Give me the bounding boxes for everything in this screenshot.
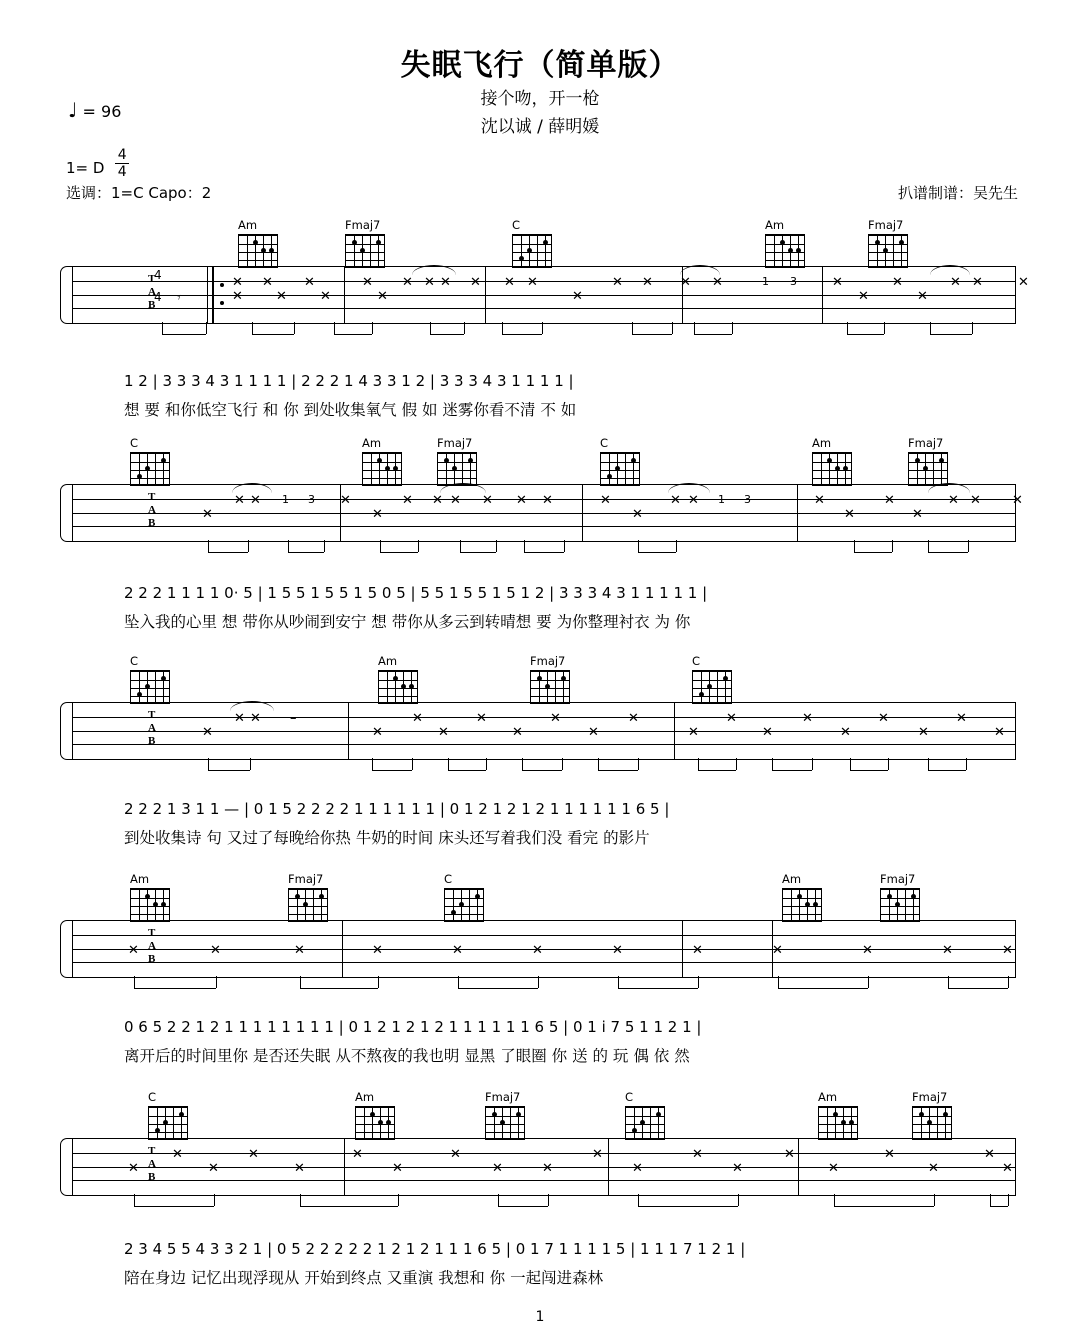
chord-name: C xyxy=(148,1090,157,1104)
tab-staff: T A B ✕ ✕ ✕ 1 3 ✕ ✕ ✕ ✕ ✕ ✕ ✕ ✕ ✕ ✕ ✕ ✕ 1 3 ✕ ✕ ✕ ✕ ✕ ✕ ✕ xyxy=(72,484,1016,542)
chord-diagram xyxy=(868,218,914,268)
chord-name: Fmaj7 xyxy=(530,654,566,668)
lyrics-line: 陪在身边 记忆出现浮现从 开始到终点 又重演 我想和 你 一起闯进森林 xyxy=(124,1269,604,1287)
chord-diagram xyxy=(130,654,176,704)
melody-numbers: 0 6 5 2 2 1 2 1 1 1 1 1 1 1 1 | 0 1 2 1 2 1 2 1 1 1 1 1 1 6 5 | 0 1 i 7 5 1 1 2 1 | xyxy=(124,1018,702,1036)
quarter-note-icon: ♩ xyxy=(68,98,78,122)
chord-name: C xyxy=(130,436,139,450)
chord-diagram xyxy=(288,872,334,922)
chord-name: Am xyxy=(782,872,802,886)
tab-clef: T A B xyxy=(148,709,156,747)
chord-diagram xyxy=(880,872,926,922)
chord-name: C xyxy=(600,436,609,450)
chord-diagram xyxy=(908,436,954,486)
chord-name: C xyxy=(444,872,453,886)
chord-diagram xyxy=(782,872,828,922)
chord-name: Am xyxy=(818,1090,838,1104)
time-signature-denominator: 4 xyxy=(117,164,127,180)
tab-staff: T A B 4 4 𝄾 ✕ ✕ ✕ ✕ ✕ ✕ ✕ ✕ ✕ ✕ ✕ ✕ ✕ ✕ ✕ ✕ ✕ ✕ ✕ 1 3 ✕ ✕ ✕ ✕ ✕ ✕ ✕ xyxy=(72,266,1016,324)
lyrics-line: 到处收集诗 句 又过了每晚给你热 牛奶的时间 床头还写着我们没 看完 的影片 xyxy=(124,829,650,847)
chord-name: C xyxy=(130,654,139,668)
chord-name: Am xyxy=(362,436,382,450)
chord-name: Am xyxy=(378,654,398,668)
tab-staff: T A B ✕ ✕ ✕ – ✕ ✕ ✕ ✕ ✕ ✕ ✕ ✕ ✕ ✕ ✕ ✕ ✕ ✕ ✕ ✕ ✕ xyxy=(72,702,1016,760)
key-label: 1= D xyxy=(66,159,105,177)
chord-diagram xyxy=(148,1090,194,1140)
chord-name: Am xyxy=(130,872,150,886)
tempo-marking xyxy=(68,98,121,122)
time-signature-numerator: 4 xyxy=(117,147,127,163)
tab-clef: T A B xyxy=(148,927,156,965)
chord-name: Fmaj7 xyxy=(908,436,944,450)
song-title: 失眠飞行（简单版） xyxy=(400,48,680,83)
chord-diagram xyxy=(512,218,558,268)
rhythm-beams xyxy=(72,540,1016,558)
chord-diagram xyxy=(238,218,284,268)
tab-clef: T A B xyxy=(148,491,156,529)
chord-name: Fmaj7 xyxy=(868,218,904,232)
chord-diagram xyxy=(530,654,576,704)
chord-name: Fmaj7 xyxy=(880,872,916,886)
lyrics-line: 坠入我的心里 想 带你从吵闹到安宁 想 带你从多云到转晴想 要 为你整理衬衣 为 你 xyxy=(124,613,691,631)
chord-name: Am xyxy=(238,218,258,232)
page-number: 1 xyxy=(535,1309,545,1325)
chord-name: Fmaj7 xyxy=(485,1090,521,1104)
chord-diagram xyxy=(130,436,176,486)
chord-diagram xyxy=(444,872,490,922)
lyrics-line: 想 要 和你低空飞行 和 你 到处收集氧气 假 如 迷雾你看不清 不 如 xyxy=(124,401,577,419)
song-artist: 沈以诚 / 薛明媛 xyxy=(480,117,600,137)
chord-name: Fmaj7 xyxy=(437,436,473,450)
time-signature xyxy=(115,148,129,179)
chord-diagram xyxy=(692,654,738,704)
rhythm-beams xyxy=(72,976,1016,994)
chord-diagram xyxy=(437,436,483,486)
lyrics-line: 离开后的时间里你 是否还失眠 从不熬夜的我也明 显黑 了眼圈 你 送 的 玩 偶 依 然 xyxy=(124,1047,690,1065)
rhythm-beams xyxy=(72,1194,1016,1212)
chord-name: Fmaj7 xyxy=(288,872,324,886)
melody-numbers: 2 2 2 1 3 1 1 — | 0 1 5 2 2 2 2 1 1 1 1 1 1 | 0 1 2 1 2 1 2 1 1 1 1 1 1 6 5 | xyxy=(124,800,670,818)
chord-name: Am xyxy=(765,218,785,232)
chord-name: Fmaj7 xyxy=(912,1090,948,1104)
chord-diagram xyxy=(130,872,176,922)
key-signature xyxy=(66,148,129,179)
chord-diagram xyxy=(355,1090,401,1140)
rhythm-beams xyxy=(72,322,1016,340)
chord-diagram xyxy=(765,218,811,268)
chord-name: Fmaj7 xyxy=(345,218,381,232)
chord-diagram xyxy=(812,436,858,486)
chord-name: Am xyxy=(355,1090,375,1104)
tab-staff: T A B ✕ ✕ ✕ ✕ ✕ ✕ ✕ ✕ ✕ ✕ ✕ ✕ ✕ ✕ ✕ ✕ ✕ ✕ ✕ ✕ xyxy=(72,1138,1016,1196)
capo-note: 选调：1=C Capo：2 xyxy=(66,184,212,202)
rhythm-beams xyxy=(72,758,1016,776)
melody-numbers: 1 2 | 3 3 3 4 3 1 1 1 1 | 2 2 2 1 4 3 3 1 2 | 3 3 3 4 3 1 1 1 1 | xyxy=(124,372,574,390)
chord-diagram xyxy=(485,1090,531,1140)
tab-clef: T A B xyxy=(148,1145,156,1183)
chord-name: C xyxy=(692,654,701,668)
chord-name: Am xyxy=(812,436,832,450)
song-subtitle: 接个吻，开一枪 xyxy=(480,89,600,109)
chord-diagram xyxy=(345,218,391,268)
chord-diagram xyxy=(818,1090,864,1140)
chord-name: C xyxy=(512,218,521,232)
chord-name: C xyxy=(625,1090,634,1104)
chord-diagram xyxy=(625,1090,671,1140)
tab-clef: T A B xyxy=(148,273,156,311)
melody-numbers: 2 2 2 1 1 1 1 0· 5 | 1 5 5 1 5 5 1 5 0 5 | 5 5 1 5 5 1 5 1 2 | 3 3 3 4 3 1 1 1 1 1 | xyxy=(124,584,708,602)
chord-diagram xyxy=(378,654,424,704)
chord-diagram xyxy=(600,436,646,486)
chord-diagram xyxy=(362,436,408,486)
tab-staff: T A B ✕ ✕ ✕ ✕ ✕ ✕ ✕ ✕ ✕ ✕ ✕ ✕ xyxy=(72,920,1016,978)
tempo-value: = 96 xyxy=(82,102,122,121)
transcriber-credit: 扒谱制谱：吴先生 xyxy=(897,184,1018,202)
melody-numbers: 2 3 4 5 5 4 3 3 2 1 | 0 5 2 2 2 2 2 1 2 1 2 1 1 1 6 5 | 0 1 7 1 1 1 1 5 | 1 1 1 7 1 2 1 | xyxy=(124,1240,746,1258)
chord-diagram xyxy=(912,1090,958,1140)
